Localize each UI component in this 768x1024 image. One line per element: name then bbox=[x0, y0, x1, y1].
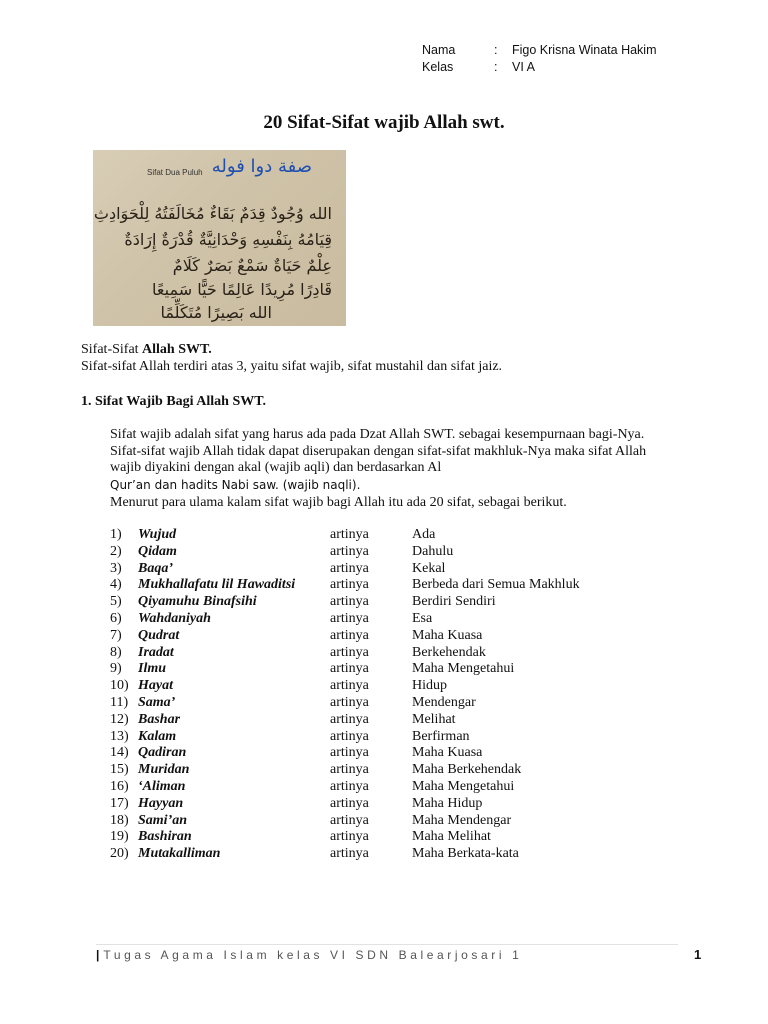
sifat-number: 20) bbox=[110, 846, 129, 862]
sifat-number: 14) bbox=[110, 745, 129, 761]
sifat-artinya: artinya bbox=[330, 678, 369, 694]
sifat-name: Ilmu bbox=[138, 661, 167, 677]
sifat-number: 7) bbox=[110, 627, 122, 643]
sifat-meaning: Maha Mengetahui bbox=[412, 778, 515, 794]
sifat-name: Bashar bbox=[138, 711, 181, 727]
sifat-name: Qudrat bbox=[138, 627, 180, 643]
sifat-meaning: Maha Mendengar bbox=[412, 812, 512, 828]
sifat-name: Baqa’ bbox=[138, 560, 173, 576]
sifat-number: 9) bbox=[110, 661, 122, 677]
name-label: Nama bbox=[422, 43, 456, 57]
list-item bbox=[110, 594, 580, 611]
image-arabic-line: قِيَامُهُ بِنَفْسِهِ وَحْدَانِيَّةٌ قُدْرَةٌ إِرَادَةٌ bbox=[124, 230, 332, 249]
list-item bbox=[110, 712, 580, 729]
sifat-meaning: Kekal bbox=[412, 560, 446, 576]
footer-text: Tugas Agama Islam kelas VI SDN Balearjosari 1 bbox=[103, 948, 523, 962]
sifat-name: Mutakalliman bbox=[138, 846, 221, 862]
intro-line-2: Sifat-sifat Allah terdiri atas 3, yaitu sifat wajib, sifat mustahil dan sifat jaiz. bbox=[81, 359, 503, 374]
sifat-number: 5) bbox=[110, 594, 122, 610]
sifat-artinya: artinya bbox=[330, 778, 369, 794]
sifat-meaning: Maha Kuasa bbox=[412, 745, 483, 761]
list-item bbox=[110, 829, 580, 846]
sifat-number: 18) bbox=[110, 812, 129, 828]
list-item bbox=[110, 779, 580, 796]
sifat-artinya: artinya bbox=[330, 577, 369, 593]
sifat-artinya: artinya bbox=[330, 745, 369, 761]
sifat-meaning: Maha Hidup bbox=[412, 795, 483, 811]
sifat-name: Mukhallafatu lil Hawaditsi bbox=[138, 577, 296, 593]
sifat-name: Kalam bbox=[138, 728, 177, 744]
list-item bbox=[110, 729, 580, 746]
sifat-name: Wujud bbox=[138, 527, 177, 542]
list-item bbox=[110, 628, 580, 645]
sifat-name: Sama’ bbox=[138, 694, 176, 710]
sifat-meaning: Berkehendak bbox=[412, 644, 486, 660]
image-arabic-line: الله بَصِيرًا مُتَكَلِّمًا bbox=[160, 303, 272, 322]
image-arabic-title: صفة دوا فوله bbox=[211, 156, 312, 177]
sifat-name: Qidam bbox=[138, 543, 177, 559]
sifat-meaning: Esa bbox=[412, 610, 433, 626]
paragraph-tail: Qur’an dan hadits Nabi saw. (wajib naqli). bbox=[110, 478, 361, 493]
list-item bbox=[110, 745, 580, 762]
sifat-artinya: artinya bbox=[330, 846, 369, 862]
sifat-meaning: Maha Berkata-kata bbox=[412, 846, 519, 862]
intro-prefix: Sifat-Sifat bbox=[81, 342, 143, 357]
sifat-number: 15) bbox=[110, 762, 129, 778]
sifat-name: Iradat bbox=[138, 644, 174, 660]
sifat-artinya: artinya bbox=[330, 543, 369, 559]
list-item bbox=[110, 561, 580, 578]
sifat-meaning: Maha Mengetahui bbox=[412, 661, 515, 677]
list-item bbox=[110, 527, 580, 544]
footer-divider bbox=[96, 944, 678, 945]
sifat-meaning: Maha Melihat bbox=[412, 829, 491, 845]
sifat-number: 16) bbox=[110, 778, 129, 794]
sifat-artinya: artinya bbox=[330, 762, 369, 778]
sifat-artinya: artinya bbox=[330, 812, 369, 828]
page-number: 1 bbox=[694, 947, 702, 962]
list-item bbox=[110, 762, 580, 779]
sifat-name: Hayat bbox=[138, 678, 173, 694]
list-item bbox=[110, 645, 580, 662]
sifat-artinya: artinya bbox=[330, 627, 369, 643]
image-arabic-line: قَادِرًا مُرِيدًا عَالِمًا حَيًّا سَمِيعًا bbox=[152, 280, 332, 299]
image-label: Sifat Dua Puluh bbox=[147, 168, 203, 177]
sifat-meaning: Berdiri Sendiri bbox=[412, 594, 496, 610]
sifat-artinya: artinya bbox=[330, 560, 369, 576]
sifat-artinya: artinya bbox=[330, 610, 369, 626]
sifat-number: 17) bbox=[110, 795, 129, 811]
sifat-meaning: Berfirman bbox=[412, 728, 470, 744]
sifat-name: Hayyan bbox=[138, 795, 184, 811]
intro-line-1 bbox=[81, 341, 502, 358]
sifat-name: Sami’an bbox=[138, 812, 188, 828]
sifat-artinya: artinya bbox=[330, 661, 369, 677]
sifat-number: 10) bbox=[110, 678, 129, 694]
sifat-meaning: Ada bbox=[412, 527, 436, 542]
list-item bbox=[110, 813, 580, 830]
sifat-artinya: artinya bbox=[330, 795, 369, 811]
list-item bbox=[110, 796, 580, 813]
class-separator: : bbox=[494, 60, 498, 74]
sifat-number: 13) bbox=[110, 728, 129, 744]
class-label: Kelas bbox=[422, 60, 454, 74]
sifat-number: 3) bbox=[110, 560, 122, 576]
sifat-name: Wahdaniyah bbox=[138, 610, 211, 626]
class-value: VI A bbox=[512, 60, 535, 74]
sifat-name: Muridan bbox=[138, 762, 190, 778]
sifat-artinya: artinya bbox=[330, 694, 369, 710]
list-item bbox=[110, 544, 580, 561]
sifat-name: Qadiran bbox=[138, 745, 187, 761]
intro-bold: Allah SWT. bbox=[142, 342, 212, 357]
sifat-list bbox=[110, 527, 580, 863]
sifat-meaning: Melihat bbox=[412, 711, 456, 727]
image-arabic-line: عِلْمٌ حَيَاةٌ سَمْعٌ بَصَرٌ كَلَامٌ bbox=[172, 256, 332, 275]
paragraph-last: Menurut para ulama kalam sifat wajib bagi Allah itu ada 20 sifat, sebagai berikut. bbox=[110, 494, 567, 510]
page-title: 20 Sifat-Sifat wajib Allah swt. bbox=[263, 112, 505, 133]
list-item bbox=[110, 611, 580, 628]
image-arabic-line: الله وُجُودٌ قِدَمٌ بَقَاءٌ مُخَالَفَتُهُ لِلْحَوَادِثِ bbox=[93, 204, 332, 223]
name-row bbox=[422, 42, 657, 59]
sifat-name: ‘Aliman bbox=[138, 778, 186, 794]
sifat-artinya: artinya bbox=[330, 644, 369, 660]
sifat-name: Qiyamuhu Binafsihi bbox=[138, 594, 257, 610]
name-value: Figo Krisna Winata Hakim bbox=[512, 43, 657, 57]
sifat-artinya: artinya bbox=[330, 594, 369, 610]
sifat-artinya: artinya bbox=[330, 829, 369, 845]
student-info bbox=[422, 42, 657, 76]
section-heading: 1. Sifat Wajib Bagi Allah SWT. bbox=[81, 394, 267, 409]
footer-bar: | bbox=[96, 948, 100, 962]
sifat-number: 2) bbox=[110, 543, 122, 559]
class-row bbox=[422, 59, 657, 76]
sifat-name: Bashiran bbox=[138, 829, 192, 845]
sifat-number: 6) bbox=[110, 610, 122, 626]
list-item bbox=[110, 678, 580, 695]
paragraph-main: Sifat wajib adalah sifat yang harus ada pada Dzat Allah SWT. sebagai kesempurnaan bagi-Nya. Sifat-sifat wajib Allah tidak dapat diserupakan dengan sifat-sifat makhluk-Nya maka sifat Allah wajib diyakini dengan akal (wajib aqli) dan berdasarkan Al bbox=[110, 427, 647, 476]
sifat-meaning: Dahulu bbox=[412, 543, 454, 559]
sifat-number: 1) bbox=[110, 527, 122, 542]
sifat-meaning: Hidup bbox=[412, 678, 447, 694]
sifat-meaning: Maha Kuasa bbox=[412, 627, 483, 643]
name-separator: : bbox=[494, 43, 498, 57]
sifat-number: 4) bbox=[110, 577, 122, 593]
list-item bbox=[110, 846, 580, 863]
sifat-number: 8) bbox=[110, 644, 122, 660]
sifat-meaning: Maha Berkehendak bbox=[412, 762, 522, 778]
sifat-dua-puluh-image bbox=[93, 150, 346, 326]
sifat-artinya: artinya bbox=[330, 527, 369, 542]
list-item bbox=[110, 577, 580, 594]
list-item bbox=[110, 695, 580, 712]
intro bbox=[81, 341, 502, 375]
sifat-meaning: Berbeda dari Semua Makhluk bbox=[412, 577, 580, 593]
sifat-number: 11) bbox=[110, 694, 129, 710]
sifat-artinya: artinya bbox=[330, 728, 369, 744]
footer bbox=[96, 948, 522, 962]
list-item bbox=[110, 661, 580, 678]
sifat-meaning: Mendengar bbox=[412, 694, 476, 710]
sifat-artinya: artinya bbox=[330, 711, 369, 727]
sifat-number: 19) bbox=[110, 829, 129, 845]
sifat-number: 12) bbox=[110, 711, 129, 727]
section-paragraph bbox=[110, 427, 670, 512]
